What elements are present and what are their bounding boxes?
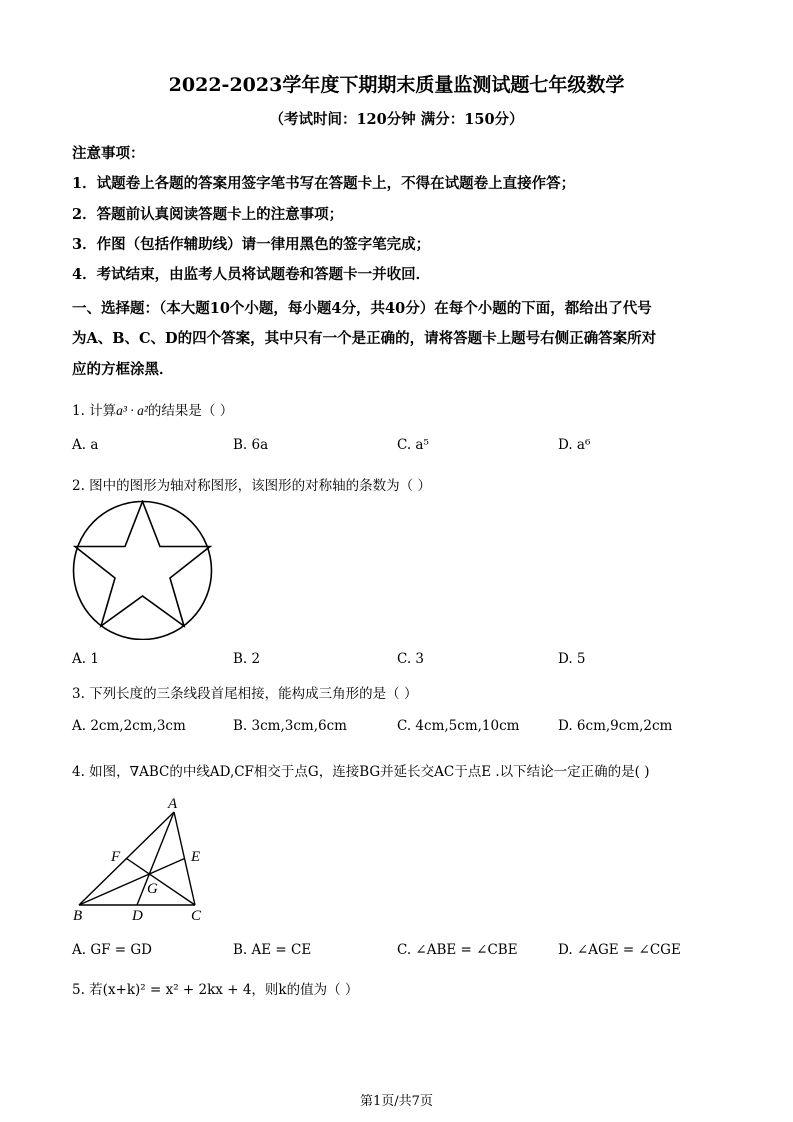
exam-info: （考试时间：120分钟 满分：150分） [269,111,524,128]
question-1-expression: a³ · a² [116,403,148,418]
q4-option-b: B. AE = CE [233,942,312,958]
q3-option-b: B. 3cm,3cm,6cm [233,718,347,734]
triangle-figure [70,795,220,925]
q4-option-d: D. ∠AGE = ∠CGE [558,942,681,958]
median-cf [127,859,196,906]
label-f: F [111,849,121,865]
q2-option-b: B. 2 [233,651,261,667]
label-c: C [191,908,202,924]
question-5: 5. 若(x+k)² = x² + 2kx + 4，则k的值为（ ） [72,982,359,998]
q3-option-d: D. 6cm,9cm,2cm [558,718,673,734]
question-1-pre: 1. 计算 [72,403,117,419]
q2-option-c: C. 3 [397,651,425,667]
q4-option-a: A. GF = GD [72,942,152,958]
label-a: A [168,796,178,812]
q3-option-c: C. 4cm,5cm,10cm [397,718,520,734]
question-1-post: 的结果是（ ） [147,403,234,419]
notice-item-1: 1．试题卷上各题的答案用签字笔书写在答题卡上，不得在试题卷上直接作答； [72,175,576,192]
q2-option-d: D. 5 [558,651,586,667]
page-title: 2022-2023学年度下期期末质量监测试题七年级数学 [168,74,625,96]
section-line-1: 一、选择题：（本大题10个小题，每小题4分，共40分）在每个小题的下面，都给出了代号 [72,300,652,317]
label-e: E [191,849,201,865]
section-line-2: 为A、B、C、D的四个答案，其中只有一个是正确的，请将答题卡上题号右侧正确答案所对 [72,330,657,347]
label-d: D [132,908,143,924]
q4-option-c: C. ∠ABE = ∠CBE [397,942,518,958]
question-3: 3. 下列长度的三条线段首尾相接，能构成三角形的是（ ） [72,686,418,702]
q1-option-b: B. 6a [233,437,269,453]
question-2: 2. 图中的图形为轴对称图形，该图形的对称轴的条数为（ ） [72,478,431,494]
q2-option-a: A. 1 [72,651,99,667]
q1-option-a: A. a [72,437,99,453]
figure-circle [74,502,212,640]
label-b: B [73,908,83,924]
label-g: G [147,881,158,897]
notice-item-4: 4．考试结束，由监考人员将试题卷和答题卡一并收回． [72,266,431,283]
page-number: 第1页/共7页 [360,1094,433,1109]
q1-option-d: D. a⁶ [558,437,591,453]
question-1 [72,399,233,419]
notice-item-3: 3．作图（包括作辅助线）请一律用黑色的签字笔完成； [72,236,431,253]
notice-heading: 注意事项： [72,145,145,162]
notice-item-2: 2．答题前认真阅读答题卡上的注意事项； [72,206,344,223]
section-line-3: 应的方框涂黑． [72,361,174,378]
q3-option-a: A. 2cm,2cm,3cm [72,718,186,734]
question-4: 4. 如图，∇ABC的中线AD,CF相交于点G，连接BG并延长交AC于点E .以下结论一定正确的是( ) [72,764,650,780]
circle-star-figure [70,500,220,640]
q1-option-c: C. a⁵ [397,437,429,453]
line-be [79,859,185,906]
